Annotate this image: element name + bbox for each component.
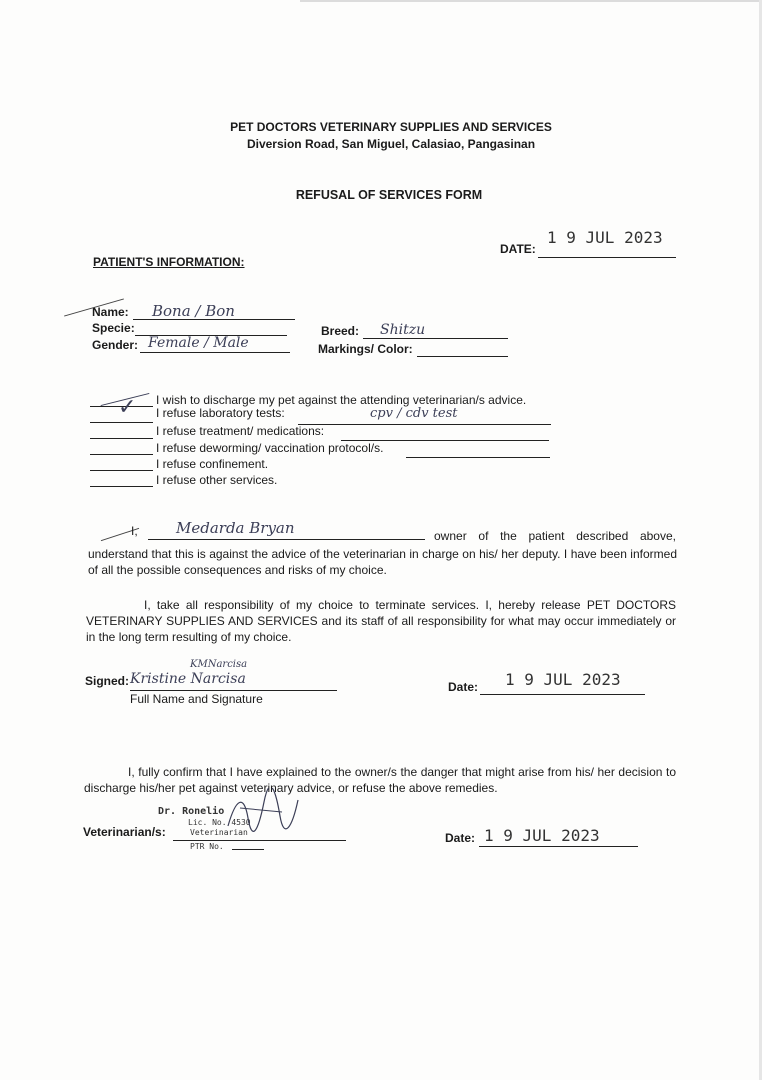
page-top-edge — [300, 0, 762, 2]
vet-date-line — [479, 846, 638, 847]
date-value: 1 9 JUL 2023 — [547, 228, 663, 247]
vet-date-label: Date: — [445, 831, 476, 845]
markings-label: Markings/ Color: — [318, 342, 413, 356]
owner-line1-suffix: owner of the patient described above, — [434, 529, 676, 543]
business-name: PET DOCTORS VETERINARY SUPPLIES AND SERVICES — [230, 120, 552, 134]
markings-line — [417, 356, 508, 357]
breed-line — [363, 338, 508, 339]
name-label: Name: — [92, 305, 129, 319]
signed-date-label: Date: — [448, 680, 479, 694]
signed-caption: Full Name and Signature — [130, 692, 263, 706]
option-4-blank — [90, 454, 153, 455]
vet-confirmation: I, fully confirm that I have explained to the owner/s the danger that might arise from his/ her decision to discharge his/her pet against veterinary advice, or refuse the above remedies. — [84, 765, 676, 795]
gender-label: Gender: — [92, 338, 139, 352]
date-label: DATE: — [500, 242, 536, 256]
gender-line — [140, 352, 290, 353]
business-address: Diversion Road, San Miguel, Calasiao, Pangasinan — [246, 137, 536, 151]
responsibility-paragraph: I, take all responsibility of my choice to terminate services. I, hereby release PET DOCTORS VETERINARY SUPPLIES AND SERVICES and its staff of all responsibility for what may occur immediately or in the long term resulting of my choice. — [86, 598, 676, 644]
form-title: REFUSAL OF SERVICES FORM — [295, 188, 483, 202]
gender-value: Female / Male — [148, 335, 249, 351]
vet-stamp-ptr-line — [232, 849, 264, 850]
veterinarian-label: Veterinarian/s: — [83, 825, 166, 839]
patient-section-title: PATIENT'S INFORMATION: — [93, 255, 245, 269]
vet-stamp-ptr: PTR No. — [190, 842, 224, 851]
signed-line — [130, 690, 337, 691]
option-2-line — [298, 424, 551, 425]
signed-label: Signed: — [85, 674, 129, 688]
vet-signature — [222, 788, 302, 838]
specie-label: Specie: — [92, 321, 135, 335]
option-4-line — [406, 457, 550, 458]
owner-name: Medarda Bryan — [176, 519, 295, 537]
signed-date-value: 1 9 JUL 2023 — [505, 670, 621, 689]
vet-stamp-name: Dr. Ronelio — [158, 806, 225, 817]
owner-name-line — [148, 539, 425, 540]
option-5-blank — [90, 470, 153, 471]
signed-signature: KMNarcisa — [190, 659, 248, 670]
owner-statement-text: understand that this is against the advice of the veterinarian in charge on his/ her deputy. I have been informed of all the possible consequences and risks of my choice. — [88, 547, 677, 577]
breed-label: Breed: — [321, 324, 360, 338]
date-line — [538, 257, 676, 258]
option-2-blank — [90, 422, 153, 423]
option-2-value: cpv / cdv test — [370, 406, 458, 421]
option-3-text: I refuse treatment/ medications: — [156, 424, 325, 438]
option-3-blank — [90, 438, 153, 439]
vet-stamp-title: Veterinarian — [190, 828, 248, 837]
veterinarian-line — [173, 840, 346, 841]
option-1-text: I wish to discharge my pet against the attending veterinarian/s advice. — [156, 393, 527, 407]
signed-name: Kristine Narcisa — [130, 671, 246, 687]
name-value: Bona / Bon — [152, 302, 235, 320]
owner-prefix: I, — [131, 524, 138, 538]
option-5-text: I refuse confinement. — [156, 457, 269, 471]
vet-stamp-license: Lic. No. 4530 — [188, 818, 251, 827]
option-6-text: I refuse other services. — [156, 473, 278, 487]
breed-value: Shitzu — [380, 322, 426, 338]
option-2-checkmark: ✓ — [118, 395, 137, 420]
option-6-blank — [90, 486, 153, 487]
signed-date-line — [480, 694, 645, 695]
option-2-text: I refuse laboratory tests: — [156, 406, 285, 420]
option-4-text: I refuse deworming/ vaccination protocol/s. — [156, 441, 384, 455]
vet-date-value: 1 9 JUL 2023 — [484, 826, 600, 845]
